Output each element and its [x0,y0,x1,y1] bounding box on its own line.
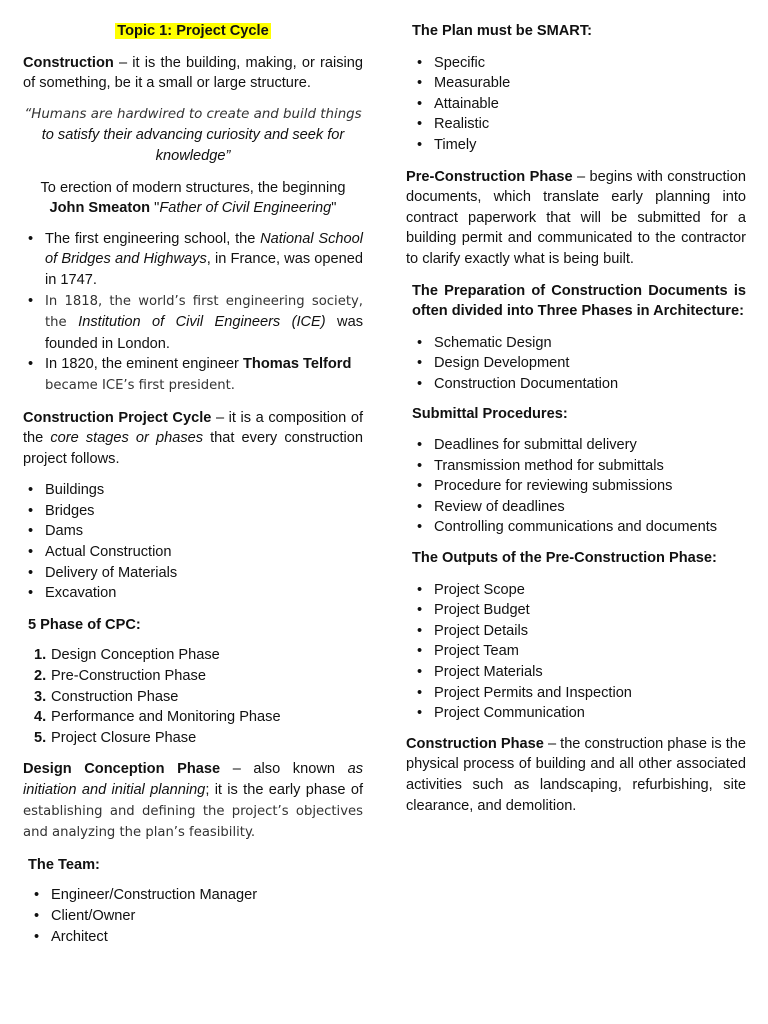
construction-definition [23,53,363,94]
list-item: • Measurable [412,73,746,94]
phase-number: 1. [34,647,47,664]
dcp-definition [23,759,363,843]
docs-list [406,333,746,395]
list-item: • Bridges [23,501,363,522]
dcp-def-text: establishing and defining the project’s objectives and analyzing the plan’s feasibility. [23,803,363,841]
quote-line-1: “Humans are hardwired to create and build things [24,106,362,122]
history-list [23,229,363,397]
list-item [23,645,363,666]
dcp-def-emphasis: as initiation and initial planning [23,761,363,798]
phase-number: 3. [34,688,47,705]
dcp-def-text: ; it is the early phase of [205,782,363,798]
project-types-list [23,480,363,604]
list-item: • Actual Construction [23,542,363,563]
phases-heading: 5 Phase of CPC: [28,616,141,633]
list-item: • Project Permits and Inspection [412,683,746,704]
history-text: was founded in London. [45,314,363,352]
pcp-def-text: – begins with construction documents, which translate early planning into contract paperwork that will be submitted for a building permit and communicated to the contractor to clarify exactly what is being built. [406,168,746,267]
list-item: • Procedure for reviewing submissions [412,476,746,497]
cp-def-text: – the construction phase is the physical process of building and all other associated activities such as landscaping, refurbishing, site clearance, and demolition. [406,735,746,814]
construction-term: Construction [23,54,114,71]
dcp-term: Design Conception Phase [23,761,221,778]
list-item: • Buildings [23,480,363,501]
list-item: • Controlling communications and documents [412,517,746,538]
smeaton-line [23,198,363,219]
list-item [23,728,363,749]
list-item [23,687,363,708]
construction-def-text: – it is the building, making, or raising of something, be it a small or large structure. [23,54,363,92]
list-item: • Schematic Design [412,333,746,354]
dcp-def-text: – also known [220,761,348,778]
history-text: In 1820, the eminent engineer [45,356,243,373]
smeaton-name: John Smeaton [49,200,151,217]
history-emphasis: Institution of Civil Engineers (ICE) [78,314,326,331]
pcp-term: Pre-Construction Phase [406,168,573,185]
list-item: • Project Scope [412,580,746,601]
list-item [23,666,363,687]
list-item [23,229,363,291]
list-item: • Timely [412,135,746,156]
list-item: • Realistic [412,114,746,135]
phase-number: 2. [34,668,47,685]
list-item [23,291,363,355]
docs-heading: The Preparation of Construction Documents is often divided into Three Phases in Architecture: [412,282,746,320]
cp-definition [406,734,746,816]
smeaton-quote-open: " [150,200,160,217]
left-column [23,0,363,947]
list-item: • Project Team [412,641,746,662]
list-item: • Project Budget [412,600,746,621]
quote-line-2: to satisfy their advancing curiosity and seek for knowledge” [41,127,345,164]
cpc-def-emphasis: core stages or phases [50,430,204,447]
cpc-def-text: that every construction project follows. [23,430,363,467]
list-item: • Project Details [412,621,746,642]
phase-number: 5. [34,729,47,746]
list-item: • Specific [412,53,746,74]
cp-term: Construction Phase [406,735,544,752]
list-item: • Excavation [23,583,363,604]
list-item: • Client/Owner [29,906,363,927]
history-bold: Thomas Telford [242,356,352,373]
list-item: • Construction Documentation [412,374,746,395]
submittal-list [406,435,746,538]
quote-block [23,105,363,167]
list-item: • Deadlines for submittal delivery [412,435,746,456]
smart-list [406,53,746,156]
list-item: • Delivery of Materials [23,563,363,584]
smeaton-quote-close: " [331,200,337,217]
list-item: • Design Development [412,353,746,374]
phase-label: Project Closure Phase [51,729,197,746]
list-item [23,354,363,396]
list-item: • Project Communication [412,703,746,724]
list-item: • Engineer/Construction Manager [29,885,363,906]
phase-label: Performance and Monitoring Phase [51,709,281,726]
team-heading: The Team: [28,856,100,873]
phase-number: 4. [34,709,47,726]
title-highlight: Topic 1: Project Cycle [117,23,269,39]
cpc-term: Construction Project Cycle [23,409,212,426]
history-text: In 1818, the world’s first engineering society, the [45,293,363,331]
smart-heading: The Plan must be SMART: [412,23,593,39]
right-column [406,0,746,816]
list-item: • Dams [23,521,363,542]
page-title [23,21,363,42]
phase-label: Construction Phase [51,688,179,705]
submittal-heading: Submittal Procedures: [412,405,568,422]
list-item [23,707,363,728]
erection-line: To erection of modern structures, the beginning [40,179,346,196]
phase-label: Pre-Construction Phase [51,668,206,685]
team-list [23,885,363,947]
history-emphasis: National School of Bridges and Highways [45,230,363,268]
history-text: , in France, was opened in 1747. [45,251,363,288]
pcp-definition [406,167,746,270]
outputs-list [406,580,746,724]
phases-list [23,645,363,748]
list-item: • Architect [29,927,363,948]
list-item: • Project Materials [412,662,746,683]
phase-label: Design Conception Phase [51,647,220,664]
cpc-def-text: – it is a composition of the [23,409,363,447]
history-text: became ICE’s first president. [45,377,235,393]
list-item: • Review of deadlines [412,497,746,518]
list-item: • Transmission method for submittals [412,456,746,477]
outputs-heading: The Outputs of the Pre-Construction Phase: [412,550,717,567]
smeaton-title: Father of Civil Engineering [159,200,332,217]
history-text: The first engineering school, the [45,230,261,247]
list-item: • Attainable [412,94,746,115]
cpc-definition [23,408,363,470]
